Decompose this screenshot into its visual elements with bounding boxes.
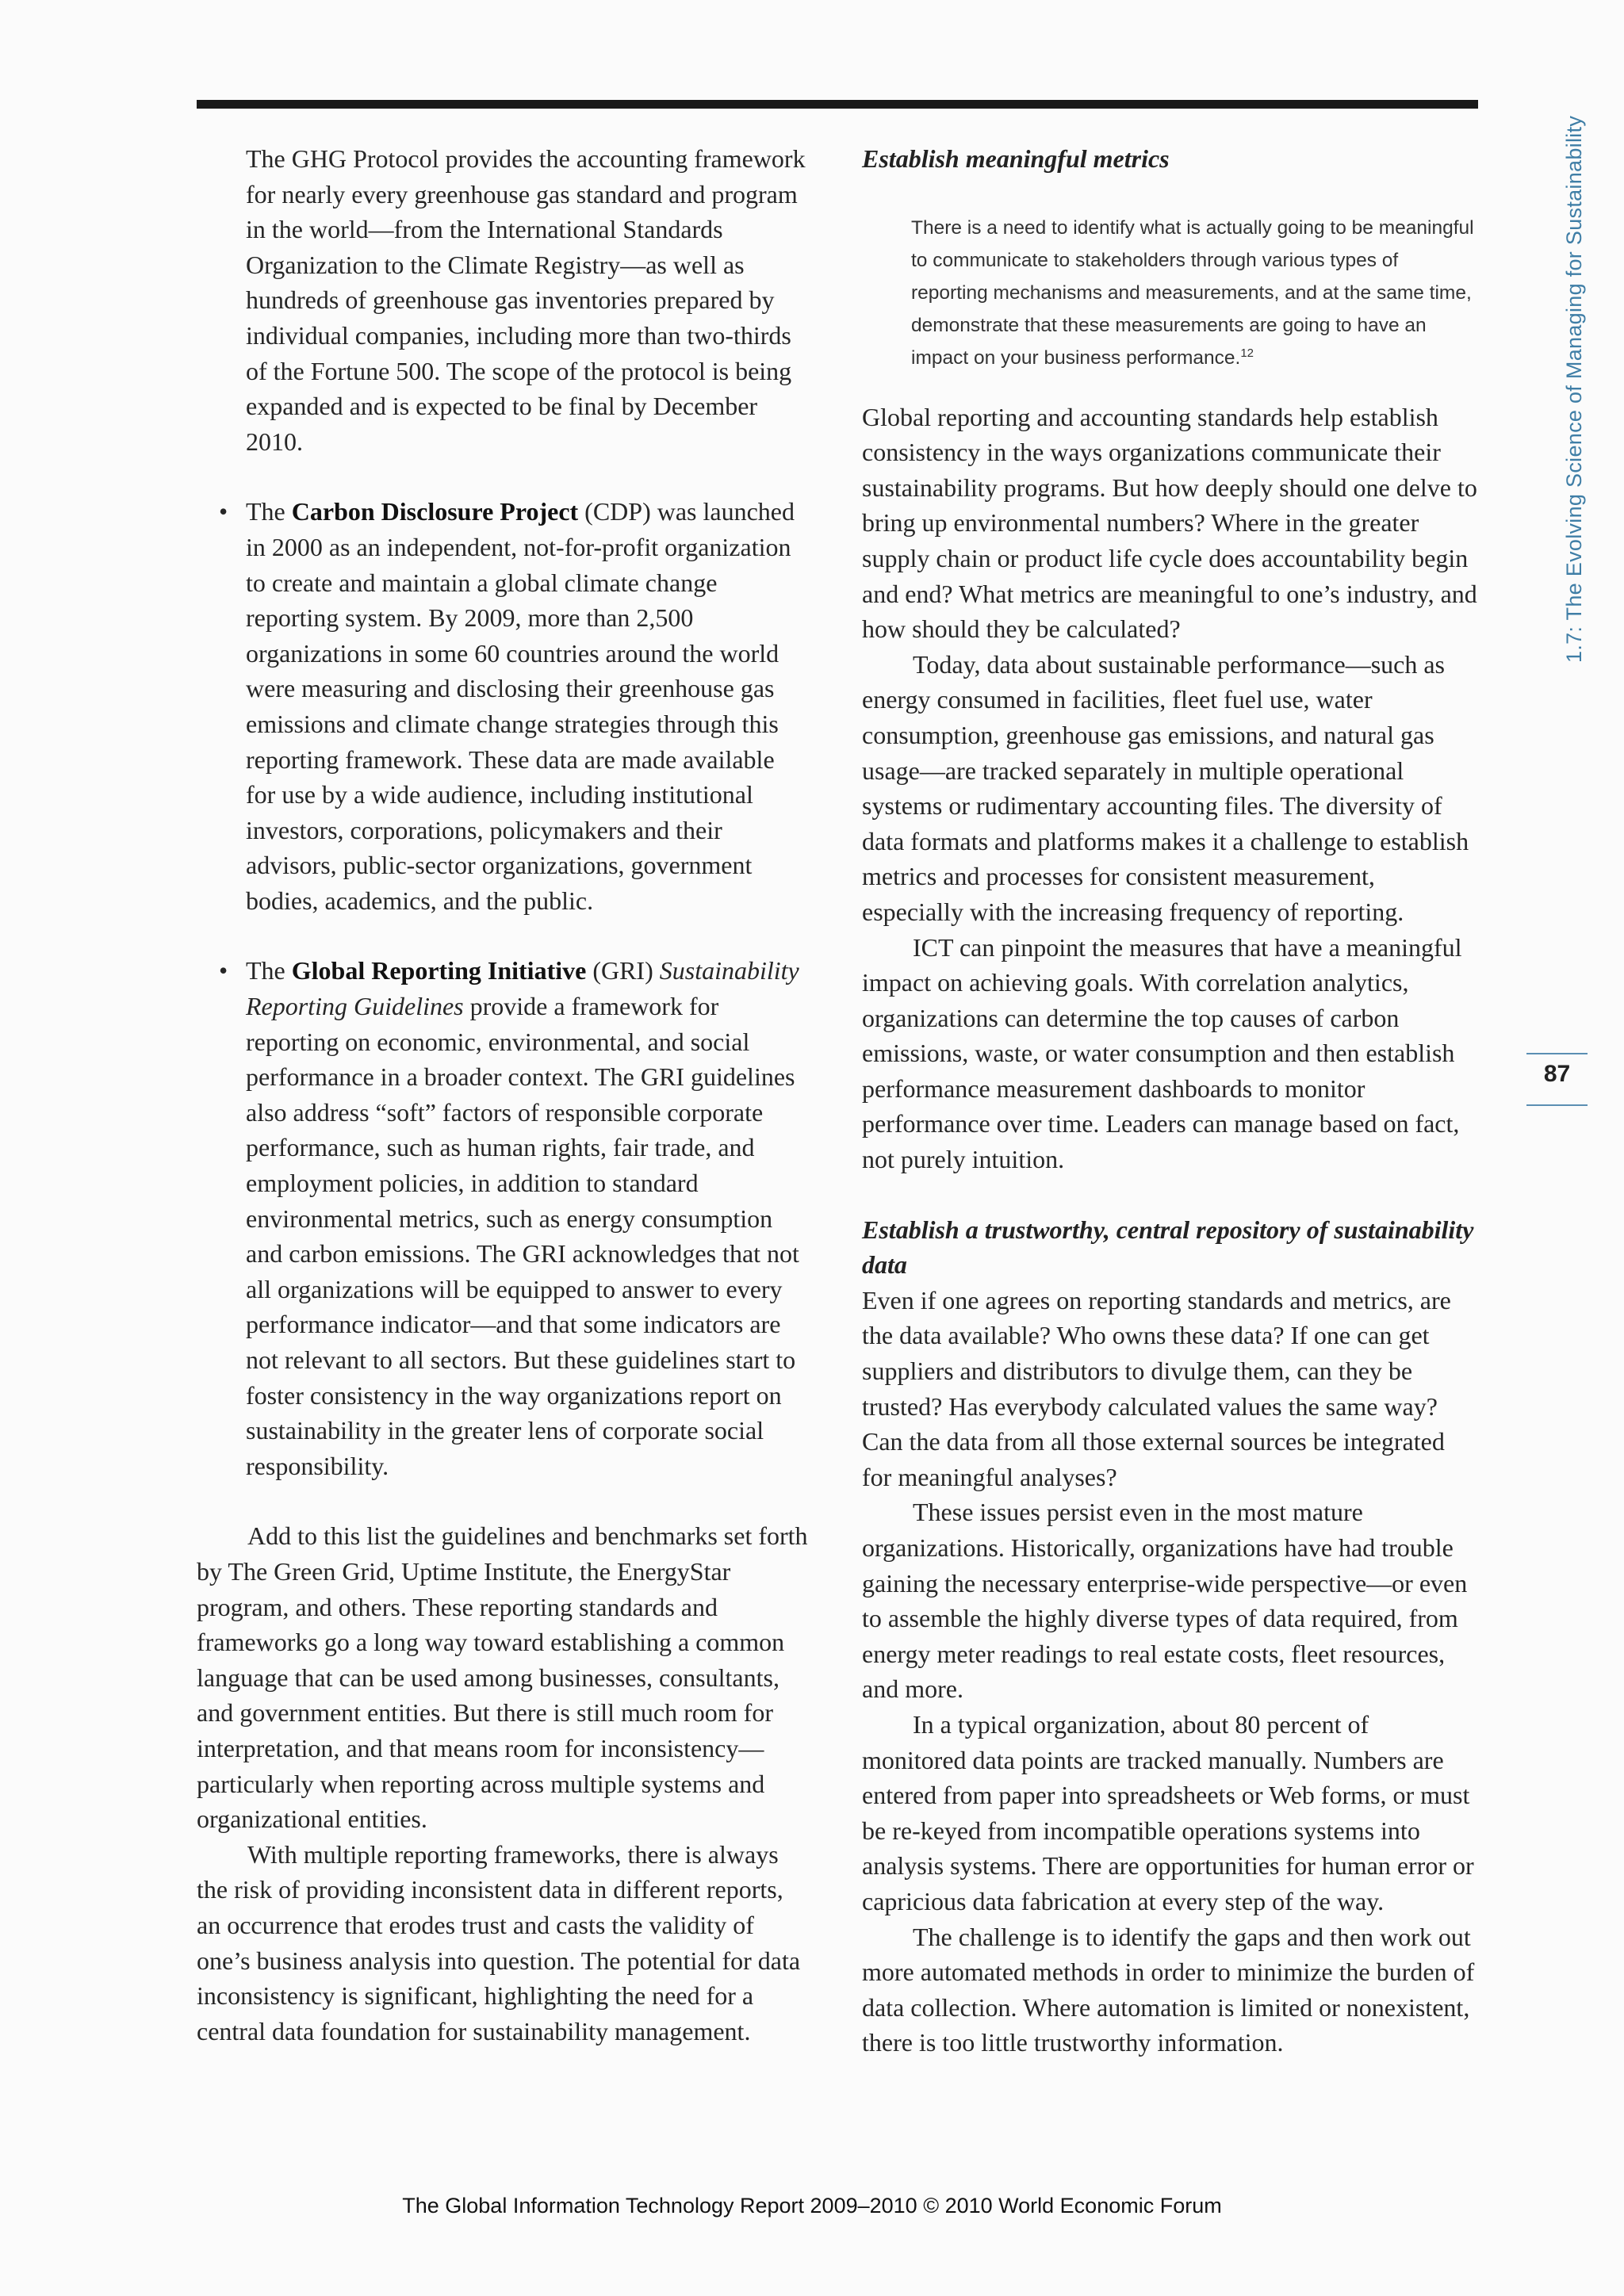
block-quote: There is a need to identify what is actually going to be meaningful to communicate to stakeholders through various types of reporting mechanisms and measurements, and at the same time, demonstrate that these measurements are going to have an impact on your business performance.$^{12}$ [911,216,1474,369]
body-paragraph: Global reporting and accounting standards help establish consistency in the ways organizations communicate their sustainability programs. But how deeply should one delve to bring up environmental numbers? Where in the greater supply chain or product life cycle does accountability begin and end? What metrics are meaningful to one’s industry, and how should they be calculated? [862,402,1477,644]
page-number-rule-bottom [1526,1104,1588,1106]
bullet-icon: • [219,497,228,526]
gri-term: Global Reporting Initiative [291,956,587,985]
body-paragraph: Today, data about sustainable performance—such as energy consumed in facilities, fleet fuel use, water consumption, greenhouse gas emissions, and natural gas usage—are tracked separately in multiple operational systems or rudimentary accounting files. The diversity of data formats and platforms makes it a challenge to establish metrics and processes for consistent measurement, especially with the increasing frequency of reporting. [862,649,1469,926]
top-rule [197,100,1478,109]
gri-guidelines-title: Sustainability Reporting Guidelines [246,956,799,1021]
page-footer: The Global Information Technology Report 2009–2010 © 2010 World Economic Forum [402,2194,1222,2218]
footnote-ref: 12 [1240,346,1254,360]
body-paragraph: With multiple reporting frameworks, there is always the risk of providing inconsistent data in different reports, an occurrence that erodes trust and casts the validity of one’s business analysis into question. The potential for data inconsistency is significant, highlighting the need for a central data foundation for sustainability management. [197,1839,801,2045]
section-heading-repository: Establish a trustworthy, central repository of sustainability data [862,1215,1474,1280]
body-paragraph: In a typical organization, about 80 percent of monitored data points are tracked manually. Numbers are entered from paper into spreadsheets or Web forms, or must be re-keyed from incompatible operations systems into analysis systems. There are opportunities for human error or capricious data fabrication at every step of the way. [862,1709,1474,1915]
chapter-side-title: 1.7: The Evolving Science of Managing for Sustainability [1562,115,1586,663]
page-number: 87 [1543,1061,1571,1087]
body-paragraph: The challenge is to identify the gaps and then work out more automated methods in order to minimize the burden of data collection. Where automation is limited or nonexistent, there is too little trustworthy information. [862,1922,1475,2057]
section-heading-metrics: Establish meaningful metrics [862,144,1170,173]
body-paragraph: These issues persist even in the most mature organizations. Historically, organizations have had trouble gaining the necessary enterprise-wide perspective—or even to assemble the highly diverse types of data required, from energy meter readings to real estate costs, fleet resources, and more. [862,1498,1468,1704]
page-number-rule-top [1526,1053,1588,1054]
ghg-protocol-paragraph: The GHG Protocol provides the accounting framework for nearly every greenhouse gas standard and program in the world—from the International Standards Organization to the Climate Registry—as well as hundreds of greenhouse gas inventories prepared by individual companies, including more than two-thirds of the Fortune 500. The scope of the protocol is being expanded and is expected to be final by December 2010. [246,144,806,456]
cdp-term: Carbon Disclosure Project [291,497,579,526]
framework-list [197,494,809,1483]
bullet-icon: • [219,956,228,985]
body-paragraph: ICT can pinpoint the measures that have a meaningful impact on achieving goals. With correlation analytics, organizations can determine the top causes of carbon emissions, waste, or water consumption and then establish performance measurement dashboards to monitor performance over time. Leaders can manage based on fact, not purely intuition. [862,932,1462,1174]
body-paragraph: Add to this list the guidelines and benchmarks set forth by The Green Grid, Uptime Institute, the EnergyStar program, and others. These reporting standards and frameworks go a long way toward establishing a common language that can be used among businesses, consultants, and government entities. But there is still much room for interpretation, and that means room for inconsistency—particularly when reporting across multiple systems and organizational entities. [197,1521,808,1834]
left-column [197,141,809,2049]
body-paragraph: Even if one agrees on reporting standards and metrics, are the data available? Who owns these data? If one can get suppliers and distributors to divulge them, can they be trusted? Has everybody calculated values the same way? Can the data from all those external sources be integrated for meaningful analyses? [862,1285,1451,1491]
list-item: • The Global Reporting Initiative (GRI) Sustainability Reporting Guidelines provide a framework for reporting on economic, environmental, and social performance in a broader context. The GRI guidelines also address “soft” factors of responsible corporate performance, such as human rights, fair trade, and employment policies, in addition to standard environmental metrics, such as energy consumption and carbon emissions. The GRI acknowledges that not all organizations will be equipped to answer to every performance indicator—and that some indicators are not relevant to all sectors. But these guidelines start to foster consistency in the way organizations report on sustainability in the greater lens of corporate social responsibility. [197,953,809,1483]
right-column [862,141,1478,2061]
list-item: • The Carbon Disclosure Project (CDP) was launched in 2000 as an independent, not-for-profit organization to create and maintain a global climate change reporting system. By 2009, more than 2,500 organizations in some 60 countries around the world were measuring and disclosing their greenhouse gas emissions and climate change strategies through this reporting framework. These data are made available for use by a wide audience, including institutional investors, corporations, policymakers and their advisors, public-sector organizations, government bodies, academics, and the public. [197,494,809,918]
